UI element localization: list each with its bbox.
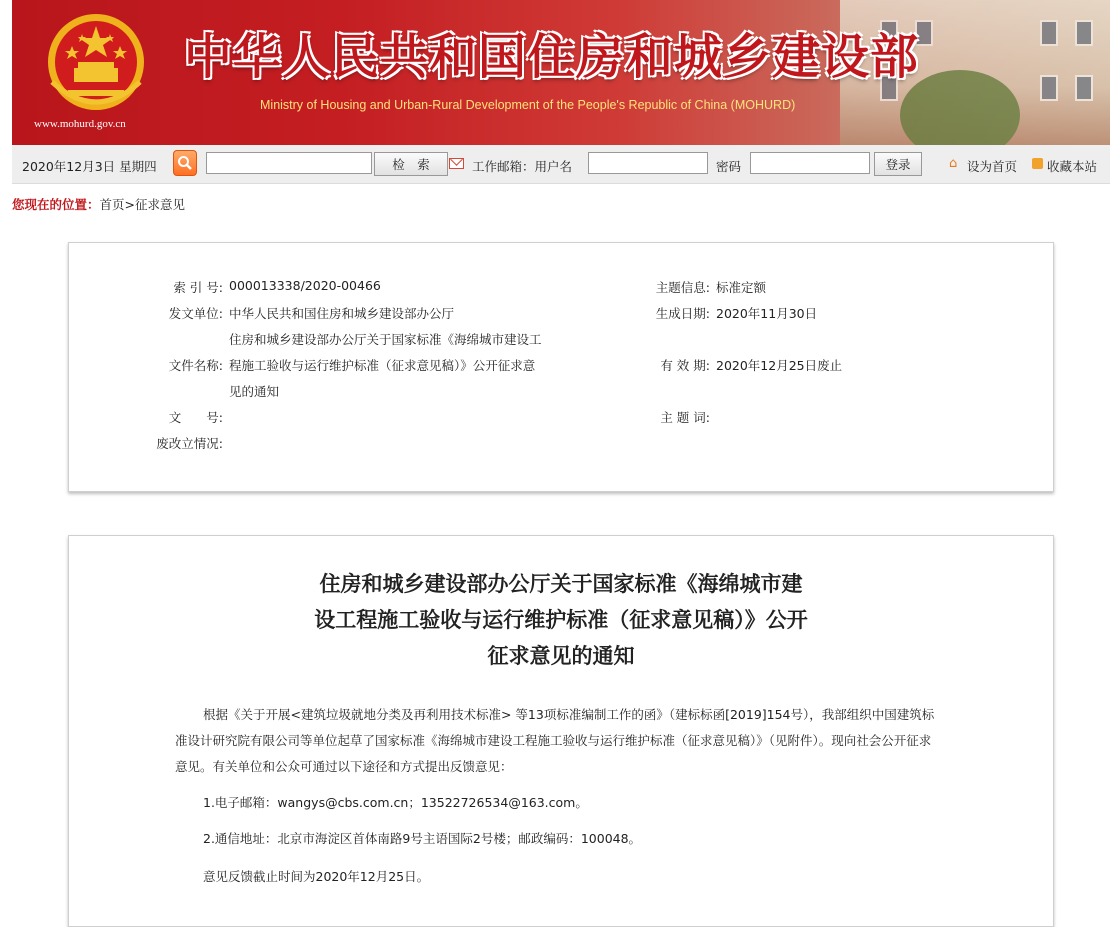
topic-label: 主题信息: xyxy=(655,280,710,295)
issuer-label: 发文单位: xyxy=(168,306,223,321)
mail-icon xyxy=(449,158,464,169)
login-button[interactable]: 登录 xyxy=(874,152,922,176)
generated-date-label: 生成日期: xyxy=(655,306,710,321)
breadcrumb-prefix: 您现在的位置： xyxy=(12,197,100,212)
site-title: 中华人民共和国住房和城乡建设部 xyxy=(184,29,920,85)
home-icon: ⌂ xyxy=(949,156,958,171)
document-number-label: 文 号: xyxy=(168,410,223,425)
article-deadline: 意见反馈截止时间为2020年12月25日。 xyxy=(203,869,430,884)
username-input[interactable] xyxy=(588,152,708,174)
status-label: 废改立情况: xyxy=(156,436,223,451)
index-number-label: 索 引 号: xyxy=(173,280,223,295)
password-input[interactable] xyxy=(750,152,870,174)
article-item-address: 2.通信地址：北京市海淀区首体南路9号主语国际2号楼；邮政编码：100048。 xyxy=(203,831,642,846)
document-info-box xyxy=(68,242,1054,492)
national-emblem-icon xyxy=(42,12,150,114)
filename-line-1: 住房和城乡建设部办公厅关于国家标准《海绵城市建设工 xyxy=(229,332,542,347)
article-title-line: 设工程施工验收与运行维护标准（征求意见稿）》公开 xyxy=(314,608,808,632)
article xyxy=(68,535,1054,927)
set-homepage-link[interactable]: 设为首页 xyxy=(967,159,1018,174)
search-input[interactable] xyxy=(206,152,372,174)
article-item-email: 1.电子邮箱：wangys@cbs.com.cn；13522726534@163.com。 xyxy=(203,795,588,810)
article-title xyxy=(69,566,1053,674)
breadcrumb-current: 征求意见 xyxy=(135,197,186,212)
topic-value: 标准定额 xyxy=(716,280,767,295)
password-label: 密码 xyxy=(716,159,742,174)
index-number-value: 000013338/2020-00466 xyxy=(229,278,381,293)
article-paragraph-intro: 根据《关于开展<建筑垃圾就地分类及再利用技术标准> 等13项标准编制工作的函》（建标标函[2019]154号），我部组织中国建筑标准设计研究院有限公司等单位起草了国家标准《海绵城市建设工程施工验收与运行维护标准（征求意见稿）》（见附件）。现向社会公开征求意见。有关单位和公众可通过以下途径和方式提出反馈意见： xyxy=(175,707,935,774)
site-banner xyxy=(12,0,1110,145)
site-url: www.mohurd.gov.cn xyxy=(34,118,126,130)
search-icon[interactable] xyxy=(173,150,197,176)
toolbar xyxy=(12,145,1110,184)
favorite-icon xyxy=(1032,158,1043,169)
breadcrumb-home-link[interactable]: 首页 xyxy=(99,197,125,212)
breadcrumb-separator: > xyxy=(124,197,136,212)
article-title-line: 住房和城乡建设部办公厅关于国家标准《海绵城市建 xyxy=(319,572,803,596)
issuer-value: 中华人民共和国住房和城乡建设部办公厅 xyxy=(229,306,455,321)
validity-value: 2020年12月25日废止 xyxy=(716,358,843,373)
email-username-label: 工作邮箱：用户名 xyxy=(472,159,573,174)
search-button[interactable]: 检 索 xyxy=(374,152,448,176)
current-date: 2020年12月3日 星期四 xyxy=(22,159,157,174)
bookmark-link[interactable]: 收藏本站 xyxy=(1047,159,1098,174)
filename-label: 文件名称: xyxy=(168,358,223,373)
generated-date-value: 2020年11月30日 xyxy=(716,306,818,321)
article-title-line: 征求意见的通知 xyxy=(487,644,635,668)
filename-line-3: 见的通知 xyxy=(229,384,280,399)
validity-label: 有 效 期: xyxy=(660,358,710,373)
site-title-english: Ministry of Housing and Urban-Rural Development of the People's Republic of China (MOHURD) xyxy=(260,98,796,112)
filename-line-2: 程施工验收与运行维护标准（征求意见稿）》公开征求意 xyxy=(229,358,536,373)
keywords-label: 主 题 词: xyxy=(660,410,710,425)
breadcrumb xyxy=(12,195,185,213)
